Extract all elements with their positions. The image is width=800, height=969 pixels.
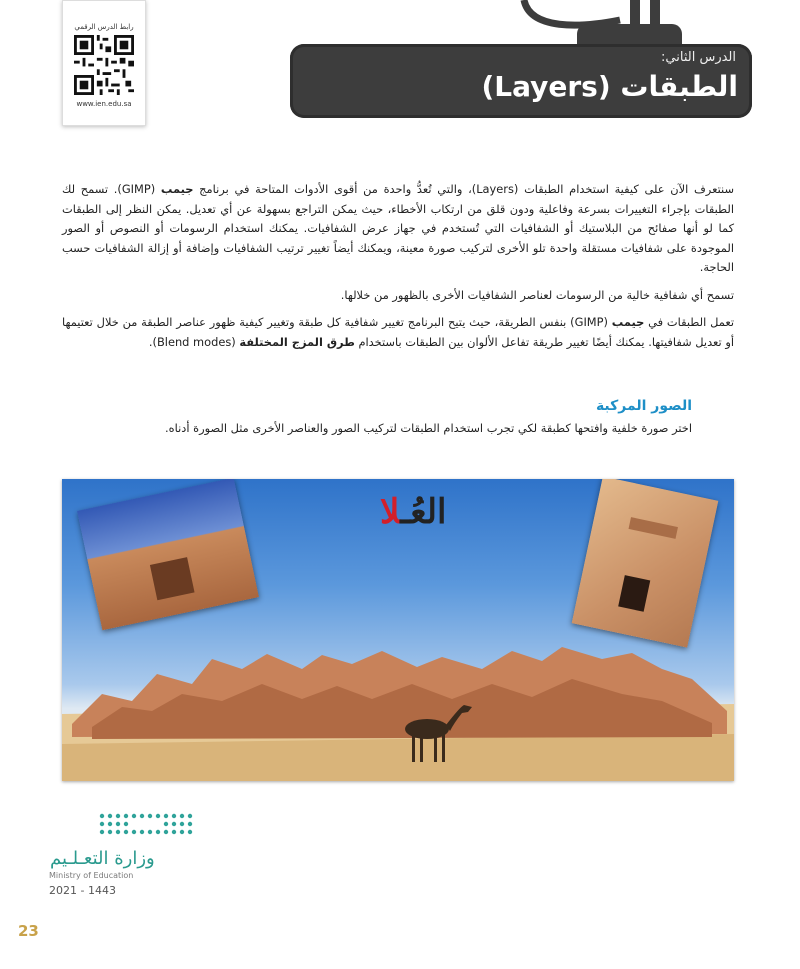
transparency-text: تسمح أي شفافية خالية من الرسومات لعناصر الشفافيات الأخرى بالظهور من خلالها. bbox=[340, 288, 734, 302]
intro-text-cont: (GIMP). تسمح لك الطبقات بإجراء التغييرات بسرعة وفاعلية ودون قلق من ارتكاب الأخطاء، حيث يمكن التراجع بسهولة عن أي تعديل. يمكن النظر إلى الطبقات كما لو أنها صفائح من البلاستيك أو الشفافيات التي تُستخدم في جهاز عرض الشفافيات. يمكنك استخدام الرسومات أو النصوص أو الصور الموجودة على شفافيات مستقلة واحدة تلو الأخرى لتركيب صورة معينة، ويمكنك أيضاً تغيير ترتيب الشفافيات وإضافة أو إزالة الشفافيات حسب الحاجة. bbox=[62, 182, 734, 274]
alula-title-main: العُـ bbox=[400, 492, 447, 532]
gimp-layers-text: تعمل الطبقات في bbox=[644, 315, 734, 329]
composite-image bbox=[62, 479, 734, 781]
qr-code-icon bbox=[74, 35, 134, 95]
gimp-term: جيمب bbox=[160, 182, 194, 196]
alula-title-accent: لا bbox=[380, 492, 401, 532]
blend-modes-english: (Blend modes). bbox=[148, 334, 240, 349]
blend-modes-term: طرق المزج المختلفة bbox=[239, 334, 355, 349]
section-heading: الصور المركبة bbox=[595, 398, 692, 414]
lesson-kicker: الدرس الثاني: bbox=[661, 50, 736, 65]
gimp-layers-paragraph bbox=[62, 313, 734, 352]
intro-text: سنتعرف الآن على كيفية استخدام الطبقات (Layers)، والتي تُعدُّ واحدة من أقوى الأدوات المتاحة في برنامج bbox=[193, 182, 734, 196]
gimp-term-2: جيمب bbox=[611, 315, 645, 329]
lesson-title: الطبقات (Layers) bbox=[481, 70, 738, 103]
gimp-layers-text-cont: (GIMP) بنفس الطريقة، حيث يتيح البرنامج تغيير شفافية كل طبقة وتغيير كيفية ظهور عناصر الطبقة من خلال تعتيمها أو تعديل شفافيتها. يمكنك أيضًا تغيير طريقة تفاعل الألوان بين الطبقات باستخدام bbox=[62, 315, 734, 349]
qr-code-card[interactable] bbox=[62, 0, 146, 126]
ministry-year: 2021 - 1443 bbox=[49, 884, 116, 897]
instruction-text: اختر صورة خلفية وافتحها كطبقة لكي تجرب استخدام الطبقات لتركيب الصور والعناصر الأخرى مثل الصورة أدناه. bbox=[165, 421, 692, 435]
page-number: 23 bbox=[18, 922, 39, 940]
transparency-paragraph bbox=[62, 286, 734, 306]
qr-label: رابط الدرس الرقمي bbox=[74, 23, 134, 31]
ministry-name-ar: وزارة التعـلـيم bbox=[50, 848, 155, 869]
intro-paragraph bbox=[62, 180, 734, 278]
alula-title bbox=[380, 492, 446, 532]
ministry-name-en: Ministry of Education bbox=[49, 871, 134, 880]
qr-url[interactable]: www.ien.edu.sa bbox=[76, 100, 132, 108]
